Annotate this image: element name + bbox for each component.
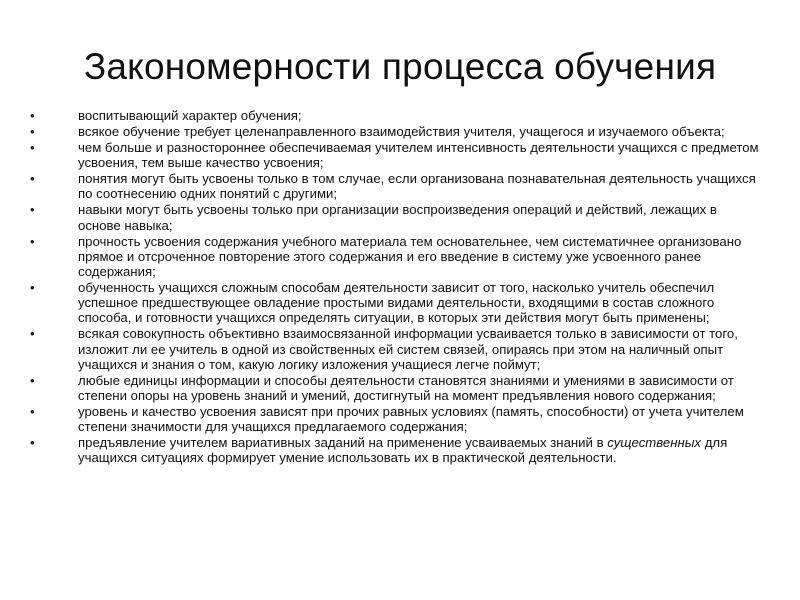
list-item-text: понятия могут быть усвоены только в том случае, если организована познавательная деятельность учащихся по соотнесению одних понятий с другими;	[78, 171, 756, 202]
bullet-icon: •	[30, 404, 35, 420]
list-item	[30, 404, 760, 434]
bullet-icon: •	[30, 233, 35, 249]
bullet-icon: •	[30, 171, 35, 187]
list-item-text: обученность учащихся сложным способам деятельности зависит от того, насколько учитель обеспечил успешное предшествующее овладение простыми видами деятельности, входящими в состав сложного способа, и готовности учащихся определять ситуации, в которых эти действия могут быть применены;	[78, 280, 715, 326]
bullet-list	[30, 108, 760, 466]
list-item-text: любые единицы информации и способы деятельности становятся знаниями и умениями в зависимости от степени опоры на уровень знаний и умений, достигнутый на момент предъявления нового содержания;	[78, 372, 734, 404]
list-item-text	[78, 435, 727, 465]
list-item	[30, 108, 760, 123]
bullet-icon: •	[30, 372, 35, 388]
list-item-text-before: предъявление учителем вариативных заданий на применение усваиваемых знаний в	[78, 435, 608, 451]
list-item	[30, 202, 760, 232]
bullet-icon: •	[30, 326, 35, 342]
list-item	[30, 124, 760, 139]
list-item-text-after: для учащихся ситуациях формирует умение использовать их в практической деятельности.	[78, 435, 728, 466]
list-item-text: навыки могут быть усвоены только при организации воспроизведения операций и действий, лежащих в основе навыка;	[78, 202, 717, 233]
list-item-text: прочность усвоения содержания учебного материала тем основательнее, чем систематичнее организовано прямое и отсроченное повторение этого содержания и его введение в систему уже усвоенного ранее содержания;	[78, 233, 742, 280]
list-item	[30, 280, 760, 326]
slide-title: Закономерности процесса обучения	[83, 46, 717, 87]
list-item-text: воспитывающий характер обучения;	[78, 108, 302, 123]
list-item-text: чем больше и разностороннее обеспечиваемая учителем интенсивность деятельности учащихся с предметом усвоения, тем выше качество усвоения;	[78, 140, 759, 171]
bullet-icon: •	[30, 140, 35, 155]
list-item	[30, 171, 760, 201]
list-item	[30, 373, 760, 403]
list-item-text: всякая совокупность объективно взаимосвязанной информации усваивается только в зависимости от того, изложит ли ее учитель в одной из свойственных ей систем связей, опираясь при этом на наличный опыт учащихся и знания о том, какую логику изложения учащиеся легче поймут;	[78, 326, 738, 372]
list-item-text: всякое обучение требует целенаправленного взаимодействия учителя, учащегося и изучаемого объекта;	[78, 124, 725, 139]
list-item	[30, 140, 760, 170]
bullet-icon: •	[30, 108, 35, 123]
bullet-icon: •	[30, 124, 35, 139]
bullet-icon: •	[30, 435, 35, 451]
list-item	[30, 435, 760, 465]
bullet-icon: •	[30, 280, 35, 296]
list-item-text: уровень и качество усвоения зависят при прочих равных условиях (память, способности) от учета учителем степени значимости для учащихся предлагаемого содержания;	[78, 404, 744, 435]
list-item	[30, 326, 760, 372]
emphasis-text: существенных	[607, 435, 702, 451]
bullet-icon: •	[30, 202, 35, 218]
list-item	[30, 234, 760, 280]
